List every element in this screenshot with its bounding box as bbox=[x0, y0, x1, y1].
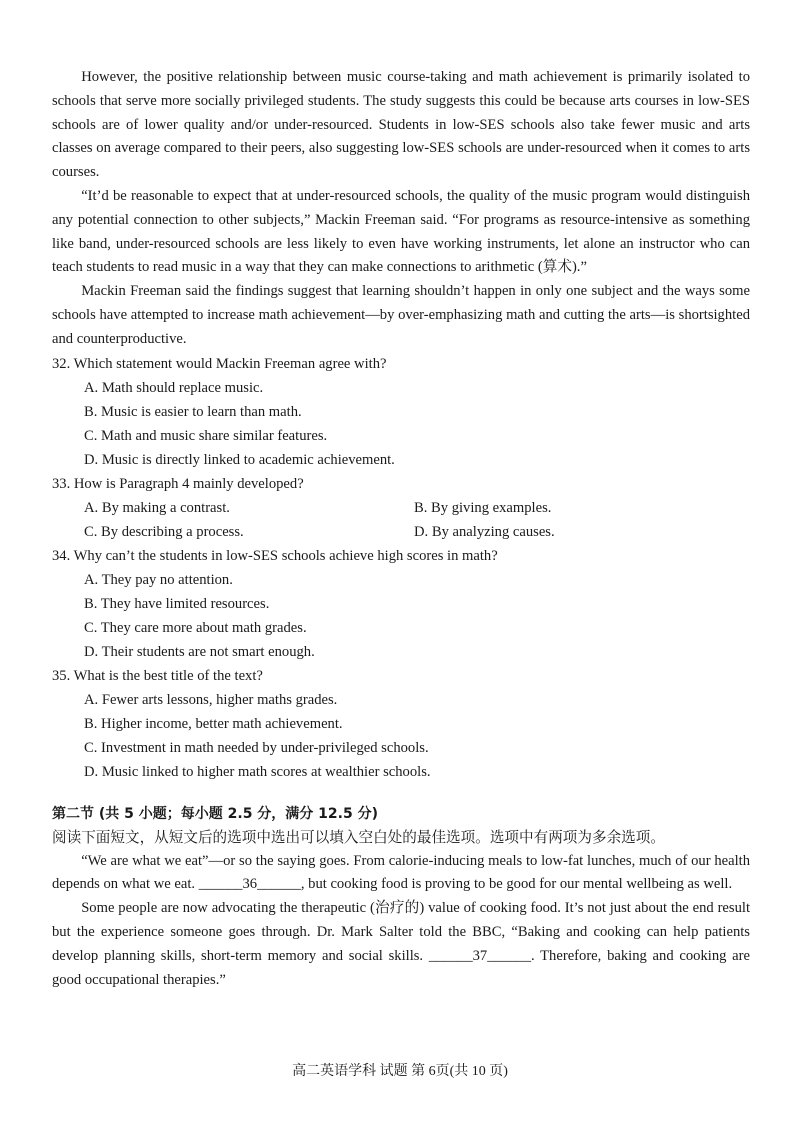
option-a: A. Fewer arts lessons, higher maths grades. bbox=[84, 691, 338, 708]
option-row bbox=[84, 520, 750, 544]
question-stem: 34. Why can’t the students in low-SES schools achieve high scores in math? bbox=[52, 547, 498, 564]
question-32 bbox=[52, 352, 750, 472]
cloze-paragraph: Some people are now advocating the therapeutic (治疗的) value of cooking food. It’s not just about the end result but the experience someone goes through. Dr. Mark Salter told the BBC, “Baking and cooking can help patients develop planning skills, short-term memory and social skills. ______37______. Therefore, baking and cooking are good occupational therapies.” bbox=[52, 900, 750, 988]
option-d: D. Their students are not smart enough. bbox=[84, 643, 315, 660]
passage-paragraph: “It’d be reasonable to expect that at under-resourced schools, the quality of the music program would distinguish any potential connection to other subjects,” Mackin Freeman said. “For programs as resource-intensive as something like band, under-resourced schools are less likely to even have working instruments, let alone an instructor who can teach students to read music in a way that they can make connections to arithmetic (算术).” bbox=[52, 187, 750, 276]
option-d: D. Music linked to higher math scores at wealthier schools. bbox=[84, 763, 431, 780]
question-stem: 35. What is the best title of the text? bbox=[52, 667, 263, 684]
question-35 bbox=[52, 664, 750, 784]
option-d: D. By analyzing causes. bbox=[414, 523, 555, 540]
section-instruction: 阅读下面短文，从短文后的选项中选出可以填入空白处的最佳选项。选项中有两项为多余选项。 bbox=[52, 829, 665, 846]
question-stem: 33. How is Paragraph 4 mainly developed? bbox=[52, 475, 304, 492]
page-content bbox=[52, 66, 750, 992]
option-b: B. They have limited resources. bbox=[84, 595, 270, 612]
page-footer: 高二英语学科 试题 第 6页(共 10 页) bbox=[292, 1064, 508, 1079]
option-c: C. They care more about math grades. bbox=[84, 619, 307, 636]
passage-paragraph: Mackin Freeman said the findings suggest that learning shouldn’t happen in only one subject and the ways some schools have attempted to increase math achievement—by over-emphasizing math and cutting the arts—is shortsighted and counterproductive. bbox=[52, 283, 750, 347]
section-heading: 第二节 (共 5 小题；每小题 2.5 分，满分 12.5 分) bbox=[52, 805, 378, 822]
option-a: A. Math should replace music. bbox=[84, 379, 264, 396]
option-a: A. They pay no attention. bbox=[84, 571, 233, 588]
option-b: B. Music is easier to learn than math. bbox=[84, 403, 302, 420]
cloze-paragraph: “We are what we eat”—or so the saying goes. From calorie-inducing meals to low-fat lunches, much of our health depends on what we eat. ______36______, but cooking food is proving to be good for our mental wellbeing as well. bbox=[52, 852, 750, 893]
option-row bbox=[84, 496, 750, 520]
question-33 bbox=[52, 472, 750, 544]
option-c: C. Investment in math needed by under-privileged schools. bbox=[84, 739, 429, 756]
option-c: C. Math and music share similar features. bbox=[84, 427, 328, 444]
question-34 bbox=[52, 544, 750, 664]
question-stem: 32. Which statement would Mackin Freeman agree with? bbox=[52, 355, 387, 372]
option-c: C. By describing a process. bbox=[84, 523, 244, 540]
option-d: D. Music is directly linked to academic achievement. bbox=[84, 451, 395, 468]
option-b: B. Higher income, better math achievement. bbox=[84, 715, 343, 732]
section-2 bbox=[52, 802, 750, 993]
passage-paragraph: However, the positive relationship between music course-taking and math achievement is primarily isolated to schools that serve more socially privileged students. The study suggests this could be because arts courses in low-SES schools are of lower quality and/or under-resourced. Students in low-SES schools also take fewer music and arts classes on average compared to their peers, also suggesting low-SES schools are under-resourced when it comes to arts courses. bbox=[52, 69, 750, 181]
option-b: B. By giving examples. bbox=[414, 499, 552, 516]
option-a: A. By making a contrast. bbox=[84, 499, 230, 516]
